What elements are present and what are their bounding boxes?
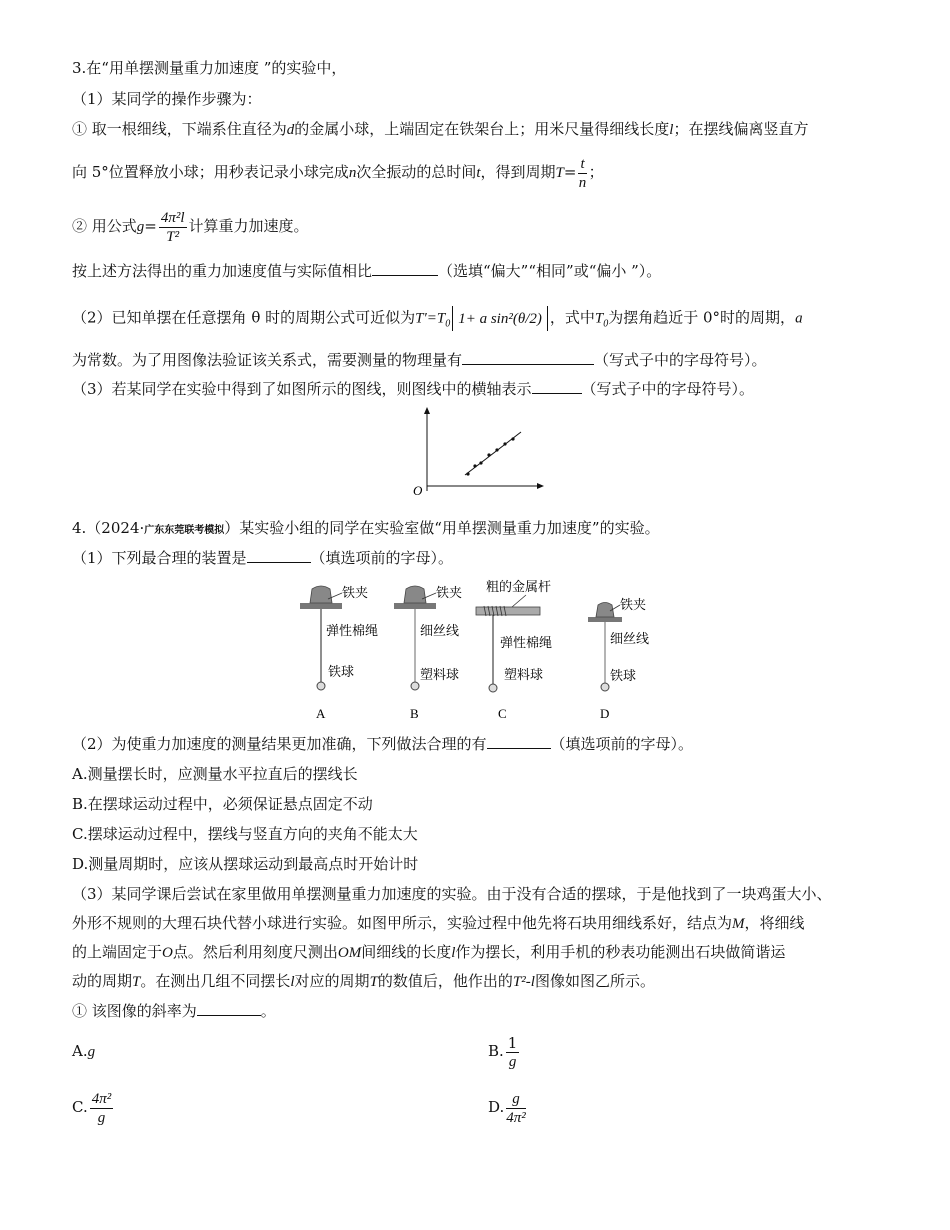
answer-blank[interactable] [487,734,551,749]
iron-clamp-icon [596,603,614,618]
q4-part3-line2: 外形不规则的大理石块代替小球进行实验。如图甲所示，实验过程中他先将石块用细线系好，结点为M，将细线 [72,914,805,932]
iron-clamp-icon [404,586,426,603]
q3-title: 3.在“用单摆测量重力加速度 ”的实验中， [72,59,347,77]
answer-blank[interactable] [532,379,582,394]
answer-choice-b[interactable]: B. $\frac{1}{g}$ [488,1033,518,1070]
q3-step2: ② 用公式g= $\frac{\text{4π²l}}{\text{T²}}$ 计算重力加速度。 [72,209,309,245]
clamp-base [300,603,342,609]
q4-option-d[interactable]: D.测量周期时，应该从摆球运动到最高点时开始计时 [72,855,419,873]
label-top: 铁夹 [436,586,463,601]
period-fraction: $\frac{t}{n}$ [578,155,587,191]
data-point [503,442,506,445]
clamp-base [394,603,436,609]
x-axis-arrow [537,483,544,489]
label-ball: 铁球 [328,665,355,680]
answer-choice-a[interactable]: A.g [72,1042,96,1060]
label-ball: 铁球 [610,669,637,684]
apparatus-b [394,585,462,721]
answer-choice-c[interactable]: C. $\frac{\text{4π²}}{g}$ [72,1090,112,1126]
pendulum-ball [489,684,497,692]
label-string: 弹性棉绳 [500,636,553,651]
q3-part3: （3）若某同学在实验中得到了如图所示的图线，则图线中的横轴表示 （写式子中的字母符号）。 [72,380,755,398]
q3-part1-question: 按上述方法得出的重力加速度值与实际值相比 （选填“偏大”“相同”或“偏小 ”）。 [72,262,662,280]
data-point [487,453,490,456]
q4-part3-line3: 的上端固定于O点。然后利用刻度尺测出OM间细线的长度l作为摆长，利用手机的秒表功能测出石块做简谐运 [72,943,786,961]
apparatus-d [588,597,649,721]
q3-linear-graph [405,405,550,500]
q3-step1-line2: 向 5°位置释放小球；用秒表记录小球完成n次全振动的总时间t，得到周期T= $\frac{t}{n}$ ； [72,155,604,191]
y-axis-arrow [424,407,430,414]
q4-part1: （1）下列最合理的装置是 （填选项前的字母）。 [72,549,454,567]
option-letter: A [316,706,326,721]
answer-blank[interactable] [372,261,438,276]
label-ball: 塑料球 [504,668,544,683]
label-top: 铁夹 [620,598,647,613]
q4-part2: （2）为使重力加速度的测量结果更加准确，下列做法合理的有 （填选项前的字母）。 [72,735,694,753]
pendulum-ball [317,682,325,690]
apparatus-c [476,579,552,721]
q3-part1-label: （1）某同学的操作步骤为： [72,90,262,108]
option-letter: C [498,706,507,721]
data-point [479,461,482,464]
label-string: 细丝线 [420,624,460,639]
clamp-base [588,617,622,622]
period-formula-bracket: 1+ a sin²(θ/2) [452,306,548,331]
q4-option-a[interactable]: A.测量摆长时，应测量水平拉直后的摆线长 [72,765,358,783]
q3-step1-line1: ① 取一根细线，下端系住直径为d的金属小球，上端固定在铁架台上；用米尺量得细线长度l；在摆线偏离竖直方 [72,120,809,138]
data-point [495,448,498,451]
q4-part3-question: ① 该图像的斜率为 。 [72,1002,276,1020]
pendulum-ball [411,682,419,690]
fraction: $\frac{1}{g}$ [507,1033,518,1070]
answer-blank[interactable] [247,548,311,563]
answer-blank[interactable] [197,1001,261,1016]
q3-part2-line2: 为常数。为了用图像法验证该关系式，需要测量的物理量有 （写式子中的字母符号）。 [72,351,767,369]
apparatus-figure [290,575,670,725]
label-string: 细丝线 [610,632,650,647]
q4-option-b[interactable]: B.在摆球运动过程中，必须保证悬点固定不动 [72,795,373,813]
apparatus-a [300,585,378,721]
fraction: $\frac{g}{\text{4π²}}$ [506,1090,526,1126]
option-letter: D [600,706,610,721]
label-top: 铁夹 [342,586,369,601]
fraction: $\frac{\text{4π²}}{g}$ [91,1090,112,1126]
label-string: 弹性棉绳 [326,624,379,639]
data-point [473,464,476,467]
label-top: 粗的金属杆 [486,580,552,595]
origin-label: O [413,483,423,498]
q4-part3-line1: （3）某同学课后尝试在家里做用单摆测量重力加速度的实验。由于没有合适的摆球，于是他找到了一块鸡蛋大小、 [72,885,832,903]
option-letter: B [410,706,419,721]
q4-option-c[interactable]: C.摆球运动过程中，摆线与竖直方向的夹角不能太大 [72,825,418,843]
q3-part2-line1: （2）已知单摆在任意摆角 θ 时的周期公式可近似为$T'=T_0$ 1+ a sin²(θ/2) ，式中$T_0$为摆角趋近于 0°时的周期，a [72,306,803,335]
answer-choice-d[interactable]: D. $\frac{g}{\text{4π²}}$ [488,1090,526,1126]
pendulum-ball [601,683,609,691]
gravity-formula-fraction: $\frac{\text{4π²l}}{\text{T²}}$ [160,209,185,245]
q4-part3-line4: 动的周期T。在测出几组不同摆长l对应的周期T的数值后，他作出的T²-l图像如图乙所示。 [72,972,655,990]
data-point [511,437,514,440]
data-point [466,472,469,475]
label-ball: 塑料球 [420,668,460,683]
iron-clamp-icon [310,586,332,603]
q4-title: 4.（2024·广东东莞联考模拟）某实验小组的同学在实验室做“用单摆测量重力加速度”的实验。 [72,519,660,537]
answer-blank[interactable] [462,350,594,365]
